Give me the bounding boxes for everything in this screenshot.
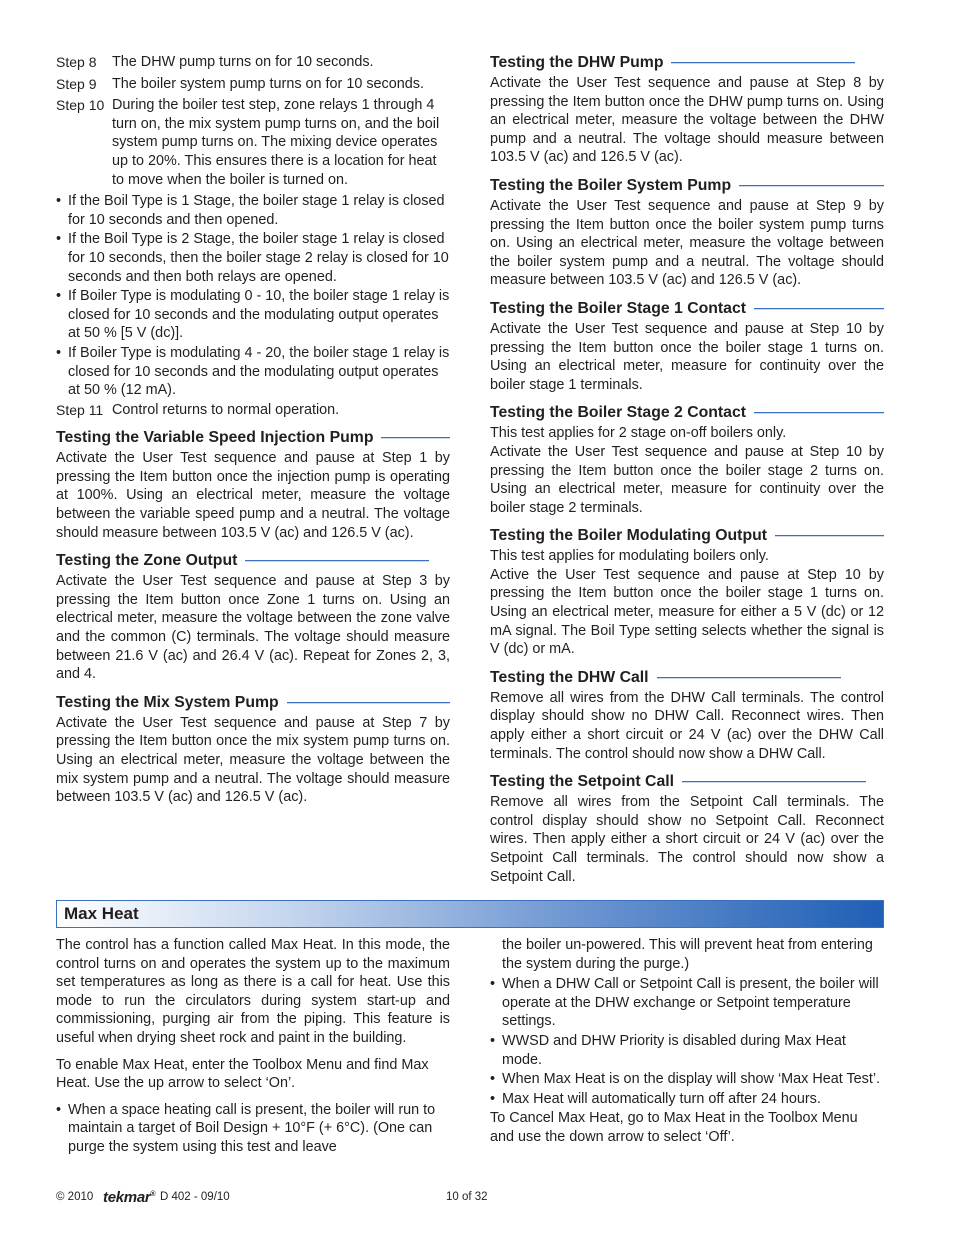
section-title: Testing the Mix System Pump [56,693,279,711]
section-body: Activate the User Test sequence and pause at Step 10 by pressing the Item button once the boiler stage 1 turns on. Using an electrical meter, measure for continuity over the boiler stage 1 terminals. [490,320,884,393]
section-body: Activate the User Test sequence and pause at Step 3 by pressing the Item button once Zone 1 turns on. Using an electrical meter, measure the voltage between the zone valve and the common (C) terminals. The voltage should measure between 21.6 V (ac) and 26.4 V (ac). Repeat for Zones 2, 3, and 4. [56,573,450,683]
section-body: Activate the User Test sequence and pause at Step 8 by pressing the Item button once the DHW pump turns on. Using an electrical meter, measure the voltage between the DHW pump and a neutral. The voltage should measure between 103.5 V (ac) and 126.5 V (ac). [490,75,884,166]
brand-name: tekmar [103,1189,151,1206]
section-heading [56,693,450,713]
step-number: Step 11 [56,401,104,418]
document-code: D 402 - 09/10 [160,1191,230,1203]
step-item [56,53,450,72]
max-heat-bullets-left [56,1101,450,1157]
section-title: Testing the Setpoint Call [490,773,675,791]
section-heading [490,53,884,73]
step-number: Step 9 [56,75,97,92]
page-number: 10 of 32 [446,1191,488,1203]
section-boiler-stage-1 [490,299,884,394]
heading-rule [657,677,841,679]
section-title: Testing the Variable Speed Injection Pump [56,429,374,447]
section-body: Active the User Test sequence and pause at Step 10 by pressing the Item button once the boiler stage 1 turns on. Using an electrical meter, measure for either a 5 V (dc) or 12 mA signal. The Boil Type setting selects whether the signal is V (dc) or mA. [490,566,884,658]
section-note: This test applies for modulating boilers only. [490,548,769,565]
heading-rule [682,781,866,783]
section-setpoint-call [490,772,884,886]
section-heading [56,551,450,571]
step-item [56,75,450,94]
copyright: © 2010 [56,1191,94,1203]
section-heading [490,403,884,423]
left-column [56,53,450,807]
list-item: • If Boiler Type is modulating 0 - 10, the boiler stage 1 relay is closed for 10 seconds and the modulating output operates at 50 % [5 V (dc)]. [56,287,450,343]
heading-rule [739,185,884,187]
tekmar-logo [103,1187,155,1206]
section-boiler-stage-2 [490,403,884,517]
spacer [56,1093,450,1101]
section-mix-system-pump [56,693,450,807]
page-footer [56,1189,884,1209]
step-text: The boiler system pump turns on for 10 seconds. [112,75,424,92]
section-heading [490,772,884,792]
heading-rule [287,702,450,704]
max-heat-right-column [490,936,884,1147]
section-heading [56,428,450,448]
heading-rule [754,412,884,414]
section-title: Testing the Zone Output [56,552,238,570]
heading-rule [775,535,884,537]
boil-type-bullets [56,192,450,400]
section-injection-pump [56,428,450,542]
max-heat-enable: To enable Max Heat, enter the Toolbox Menu and find Max Heat. Use the up arrow to select ‘On’. [56,1056,429,1092]
section-body: Remove all wires from the DHW Call terminals. The control display should show no DHW Call. Reconnect wires. Then apply either a short circuit or 24 V (ac) over the DHW Call terminals. The control should now show a DHW Call. [490,689,884,762]
section-heading [490,668,884,688]
spacer [56,1048,450,1056]
heading-rule [245,560,429,562]
section-zone-output [56,551,450,684]
max-heat-header-bar [56,900,884,928]
section-title: Testing the Boiler Stage 2 Contact [490,404,747,422]
step-number: Step 10 [56,97,105,114]
section-dhw-call [490,668,884,763]
bullet-continuation: the boiler un-powered. This will prevent heat from entering the system during the purge.) [502,937,873,972]
list-item: • If Boiler Type is modulating 4 - 20, the boiler stage 1 relay is closed for 10 seconds and the modulating output operates at 50 % (12 mA). [56,344,450,400]
heading-rule [754,308,884,310]
section-heading [490,299,884,319]
section-body: Activate the User Test sequence and pause at Step 10 by pressing the Item button once the boiler stage 2 turns on. Using an electrical meter, measure for continuity over the boiler stage 2 terminals. [490,443,884,516]
section-body: Activate the User Test sequence and pause at Step 7 by pressing the Item button once the mix system pump turns on. Using an electrical meter, measure the voltage between the mix system pump and a neutral. The voltage should measure between 103.5 V (ac) and 126.5 V (ac). [56,714,450,806]
step-item [56,96,450,189]
step-text: Control returns to normal operation. [112,401,340,418]
section-body: Activate the User Test sequence and pause at Step 1 by pressing the Item button once the injection pump is operating at 100%. Using an electrical meter, measure the voltage between the variable speed pump and a neutral. The voltage should measure between 103.5 V (ac) and 126.5 V (ac). [56,450,450,541]
max-heat-title: Max Heat [64,904,139,923]
section-title: Testing the DHW Pump [490,54,664,71]
max-heat-bullets-right [490,975,884,1108]
list-item: • When a space heating call is present, the boiler will run to maintain a target of Boil Design + 10°F (+ 6°C). (One can purge the system using this test and leave [56,1101,450,1157]
section-title: Testing the Boiler Stage 1 Contact [490,299,747,317]
step-text: During the boiler test step, zone relays 1 through 4 turn on, the mix system pump turns on, and the boil system pump turns on. The mixing device operates up to 20%. This ensures there is a location for heat to move when the boiler is turned on. [112,97,440,188]
heading-rule [381,437,450,439]
list-item: • WWSD and DHW Priority is disabled during Max Heat mode. [490,1032,884,1069]
section-body: Activate the User Test sequence and pause at Step 9 by pressing the Item button once the boiler system pump turns on. Using an electrical meter, measure the voltage between the boiler system pump and a neutral. The voltage should measure between 103.5 V (ac) and 126.5 V (ac). [490,197,884,289]
max-heat-intro: The control has a function called Max Heat. In this mode, the control turns on and operates the system up to the maximum set temperatures as long as there is a call for heat. Use this mode to run the circulators during system start-up and commissioning, purging air from the piping. This feature is useful when drying sheet rock and paint in the building. [56,937,450,1046]
section-body: Remove all wires from the Setpoint Call terminals. The control display should show no Setpoint Call. Reconnect wires. Then apply either a short circuit or 24 V (ac) over the Setpoint Call terminals. The control should now show a Setpoint Call. [490,794,884,885]
list-item: • Max Heat will automatically turn off after 24 hours. [490,1090,884,1109]
section-boiler-modulating-output [490,526,884,659]
section-title: Testing the DHW Call [490,668,649,686]
step-number: Step 8 [56,54,97,70]
section-heading [490,526,884,546]
right-column [490,53,884,886]
section-dhw-pump [490,53,884,167]
section-title: Testing the Boiler System Pump [490,176,732,194]
max-heat-cancel: To Cancel Max Heat, go to Max Heat in the Toolbox Menu and use the down arrow to select ‘Off’. [490,1110,858,1145]
list-item: • When a DHW Call or Setpoint Call is present, the boiler will operate at the DHW exchange or Setpoint temperature settings. [490,975,884,1031]
list-item: • If the Boil Type is 2 Stage, the boiler stage 1 relay is closed for 10 seconds, then the boiler stage 2 relay is closed for 10 seconds and then both relays are opened. [56,230,450,286]
section-heading [490,176,884,196]
step-text: The DHW pump turns on for 10 seconds. [112,54,374,70]
step-list [56,53,450,189]
section-title: Testing the Boiler Modulating Output [490,527,768,545]
registered-mark: ® [150,1191,156,1198]
list-item: • When Max Heat is on the display will show ‘Max Heat Test’. [490,1070,884,1089]
step-item [56,401,450,420]
heading-rule [671,62,855,64]
section-note: This test applies for 2 stage on-off boilers only. [490,425,787,442]
max-heat-left-column [56,936,450,1158]
section-boiler-system-pump [490,176,884,290]
list-item: • If the Boil Type is 1 Stage, the boiler stage 1 relay is closed for 10 seconds and then opened. [56,192,450,229]
